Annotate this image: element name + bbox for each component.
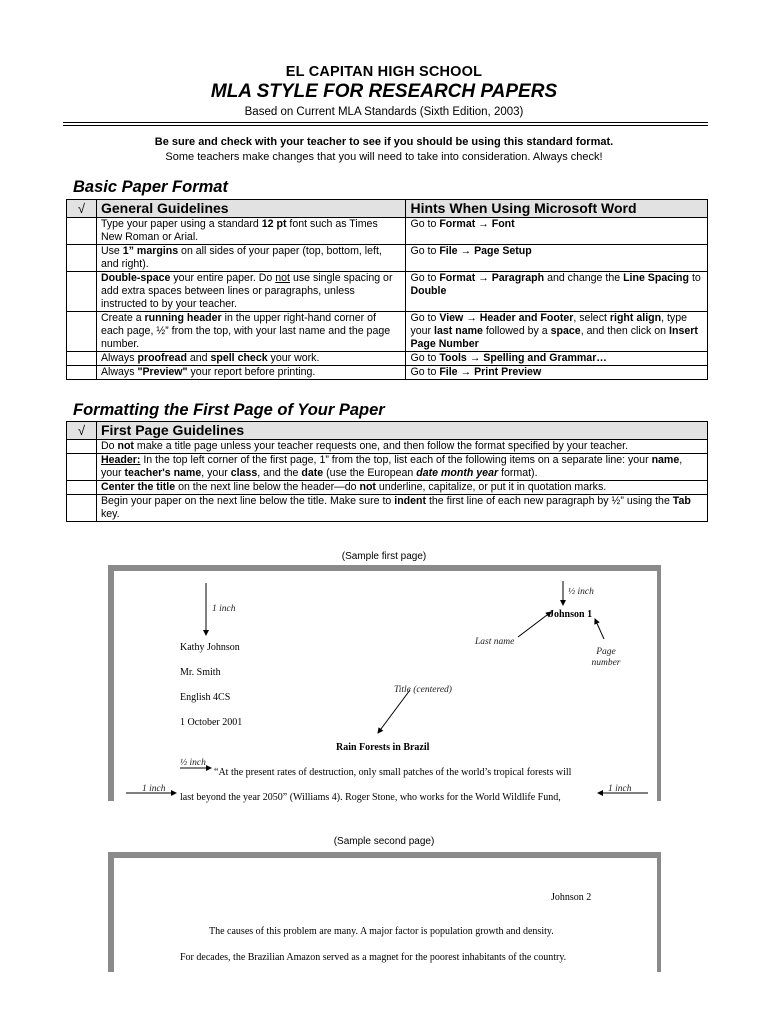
emphasized-text: indent xyxy=(394,495,427,507)
emphasized-text: Font xyxy=(491,218,515,230)
text-fragment: and xyxy=(186,352,211,364)
emphasized-text: running header xyxy=(144,312,222,324)
text-fragment: , type your xyxy=(410,312,688,337)
emphasized-text: name xyxy=(651,454,680,466)
checkbox-cell xyxy=(67,272,97,312)
guideline-cell xyxy=(96,481,707,495)
teacher-notice xyxy=(0,135,768,165)
text-fragment: not xyxy=(275,272,290,284)
text-fragment: → xyxy=(475,218,492,230)
table-row xyxy=(67,352,708,366)
emphasized-text: Insert Page Number xyxy=(410,325,698,350)
page-number-label: Page number xyxy=(591,647,621,668)
table-row xyxy=(67,245,708,272)
table-row xyxy=(67,481,708,495)
emphasized-text: teacher's name xyxy=(124,467,202,479)
text-fragment: your report before printing. xyxy=(187,366,316,378)
text-fragment: key. xyxy=(100,508,120,520)
sample-body-line: The causes of this problem are many. A major factor is population growth and density. xyxy=(209,926,554,937)
check-column-header: √ xyxy=(67,422,97,440)
text-fragment: , your xyxy=(100,454,683,479)
checkbox-cell xyxy=(67,312,97,352)
text-fragment: Do xyxy=(100,440,118,452)
emphasized-text: Center the title xyxy=(100,481,176,493)
guideline-cell xyxy=(96,454,707,481)
sample-date: 1 October 2001 xyxy=(180,717,243,728)
text-fragment: → xyxy=(466,352,484,364)
text-fragment: Go to xyxy=(410,366,440,378)
text-fragment: format). xyxy=(498,467,538,479)
sample-first-page xyxy=(108,565,661,801)
hint-cell xyxy=(406,352,708,366)
text-fragment: use single spacing or add extra spaces between lines or paragraphs, unless instructed to by your teacher. xyxy=(100,272,393,310)
table-row xyxy=(67,440,708,454)
document-subtitle: Based on Current MLA Standards (Sixth Edition, 2003) xyxy=(244,106,524,118)
text-fragment: and change the xyxy=(544,272,624,284)
sample-body-line: “At the present rates of destruction, only small patches of the world’s tropical forests will xyxy=(214,767,572,778)
guideline-cell xyxy=(96,352,406,366)
title-centered-label: Title (centered) xyxy=(394,685,452,695)
text-fragment: make a title page unless your teacher requests one, and then follow the format specified by your teacher. xyxy=(133,440,629,452)
guideline-cell xyxy=(96,218,406,245)
text-fragment: Go to xyxy=(410,352,440,364)
sample-second-page xyxy=(108,852,661,972)
guideline-cell xyxy=(96,366,406,380)
check-column-header: √ xyxy=(67,200,97,218)
text-fragment: Always xyxy=(100,366,138,378)
emphasized-text: class xyxy=(230,467,258,479)
text-fragment: → xyxy=(457,366,475,378)
hint-cell xyxy=(406,366,708,380)
emphasized-text: 1” margins xyxy=(122,245,179,257)
hint-cell xyxy=(406,312,708,352)
text-fragment: underline, capitalize, or put it in quotation marks. xyxy=(375,481,607,493)
checkbox-cell xyxy=(67,352,97,366)
emphasized-text: File xyxy=(439,245,458,257)
text-fragment: font such as Times New Roman or Arial. xyxy=(100,218,378,243)
table-row xyxy=(67,312,708,352)
guideline-cell xyxy=(96,245,406,272)
divider-rule xyxy=(63,125,708,126)
emphasized-text: Line Spacing xyxy=(623,272,689,284)
hint-cell xyxy=(406,218,708,245)
text-fragment: to xyxy=(689,272,701,284)
text-fragment: In the top left corner of the first page, 1” from the top, list each of the following items on a separate line: your xyxy=(140,454,652,466)
text-fragment: in the upper right-hand corner of each page, ½” from the top, with your last name and the page number. xyxy=(100,312,391,350)
checkbox-cell xyxy=(67,481,97,495)
hint-cell xyxy=(406,245,708,272)
emphasized-text: Page Setup xyxy=(474,245,532,257)
half-inch-indent-label: ½ inch xyxy=(180,758,206,768)
text-fragment: followed by a xyxy=(482,325,551,337)
sample-body-line: For decades, the Brazilian Amazon served as a magnet for the poorest inhabitants of the country. xyxy=(180,952,567,963)
text-fragment: (use the European xyxy=(323,467,417,479)
text-fragment: Type your paper using a standard xyxy=(100,218,262,230)
emphasized-text: not xyxy=(117,440,134,452)
emphasized-text: proofread xyxy=(137,352,187,364)
emphasized-text: Paragraph xyxy=(491,272,545,284)
emphasized-text: "Preview" xyxy=(137,366,188,378)
text-fragment: , select xyxy=(573,312,610,324)
emphasized-text: Double-space xyxy=(100,272,171,284)
text-fragment: Begin your paper on the next line below the title. Make sure to xyxy=(100,495,395,507)
text-fragment: → xyxy=(475,272,492,284)
notice-line: Some teachers make changes that you will need to take into consideration. Always check! xyxy=(165,151,603,163)
emphasized-text: View xyxy=(439,312,464,324)
text-fragment: Create a xyxy=(100,312,145,324)
emphasized-text: Header and Footer xyxy=(479,312,574,324)
guideline-cell xyxy=(96,495,707,522)
guideline-cell xyxy=(96,312,406,352)
one-inch-left-label: 1 inch xyxy=(142,784,166,794)
table-header-row xyxy=(67,200,708,218)
text-fragment: on the next line below the header—do xyxy=(175,481,360,493)
table-row xyxy=(67,454,708,481)
emphasized-text: Tab xyxy=(672,495,691,507)
text-fragment: Go to xyxy=(410,218,440,230)
text-fragment: Use xyxy=(100,245,123,257)
sample-teacher: Mr. Smith xyxy=(180,667,221,678)
guideline-cell xyxy=(96,440,707,454)
sample-body-line: last beyond the year 2050” (Williams 4). Roger Stone, who works for the World Wildlife Fund, xyxy=(180,792,561,803)
sample-first-page-caption: (Sample first page) xyxy=(341,551,427,562)
divider-rule xyxy=(63,122,708,123)
table-row xyxy=(67,495,708,522)
emphasized-text: spell check xyxy=(210,352,268,364)
checkbox-cell xyxy=(67,366,97,380)
first-page-table xyxy=(66,421,708,522)
text-fragment: your work. xyxy=(267,352,320,364)
emphasized-text: Format xyxy=(439,218,476,230)
checkbox-cell xyxy=(67,495,97,522)
emphasized-text: Format xyxy=(439,272,476,284)
emphasized-text: File xyxy=(439,366,458,378)
word-hints-header: Hints When Using Microsoft Word xyxy=(406,200,708,218)
document-header xyxy=(0,64,768,118)
emphasized-text: Spelling and Grammar… xyxy=(483,352,607,364)
document-title: MLA STYLE FOR RESEARCH PAPERS xyxy=(210,81,558,102)
one-inch-right-label: 1 inch xyxy=(608,784,632,794)
checkbox-cell xyxy=(67,440,97,454)
emphasized-text: right align xyxy=(609,312,662,324)
text-fragment: Go to xyxy=(410,272,440,284)
table-row xyxy=(67,272,708,312)
emphasized-text: Double xyxy=(410,285,447,297)
checkbox-cell xyxy=(67,245,97,272)
text-fragment: Go to xyxy=(410,245,440,257)
emphasized-text: Header: xyxy=(100,454,141,466)
section-title-basic: Basic Paper Format xyxy=(73,178,228,196)
emphasized-text: date xyxy=(301,467,324,479)
text-fragment: , your xyxy=(201,467,231,479)
emphasized-text: space xyxy=(550,325,581,337)
text-fragment: Always xyxy=(100,352,138,364)
emphasized-text: Tools xyxy=(439,352,467,364)
guideline-cell xyxy=(96,272,406,312)
text-fragment: your entire paper. Do xyxy=(170,272,276,284)
text-fragment: the first line of each new paragraph by ½” using the xyxy=(426,495,673,507)
text-fragment: → xyxy=(463,312,480,324)
text-fragment: on all sides of your paper (top, bottom, left, and right). xyxy=(100,245,382,270)
sample-page-header: Johnson 1 xyxy=(549,609,593,620)
emphasized-text: 12 pt xyxy=(261,218,287,230)
sample-second-page-caption: (Sample second page) xyxy=(333,836,435,847)
checkbox-cell xyxy=(67,218,97,245)
emphasized-text: date month year xyxy=(416,467,499,479)
half-inch-label: ½ inch xyxy=(568,587,594,597)
emphasized-text: last name xyxy=(434,325,483,337)
sample-class: English 4CS xyxy=(180,692,231,703)
one-inch-top-label: 1 inch xyxy=(212,604,236,614)
general-guidelines-header: General Guidelines xyxy=(96,200,406,218)
school-name: EL CAPITAN HIGH SCHOOL xyxy=(285,64,483,80)
text-fragment: Go to xyxy=(410,312,440,324)
hint-cell xyxy=(406,272,708,312)
emphasized-text: Print Preview xyxy=(474,366,542,378)
sample-page-header: Johnson 2 xyxy=(551,892,592,903)
text-fragment: , and the xyxy=(257,467,302,479)
text-fragment: , and then click on xyxy=(580,325,670,337)
sample-name: Kathy Johnson xyxy=(180,642,240,653)
table-row xyxy=(67,366,708,380)
notice-line-bold: Be sure and check with your teacher to see if you should be using this standard format. xyxy=(154,136,614,148)
table-header-row xyxy=(67,422,708,440)
sample-paper-title: Rain Forests in Brazil xyxy=(336,742,430,753)
first-page-guidelines-header: First Page Guidelines xyxy=(96,422,707,440)
text-fragment: → xyxy=(457,245,475,257)
emphasized-text: not xyxy=(359,481,376,493)
checkbox-cell xyxy=(67,454,97,481)
basic-format-table xyxy=(66,199,708,380)
section-title-first-page: Formatting the First Page of Your Paper xyxy=(73,401,385,419)
table-row xyxy=(67,218,708,245)
last-name-label: Last name xyxy=(475,637,515,647)
